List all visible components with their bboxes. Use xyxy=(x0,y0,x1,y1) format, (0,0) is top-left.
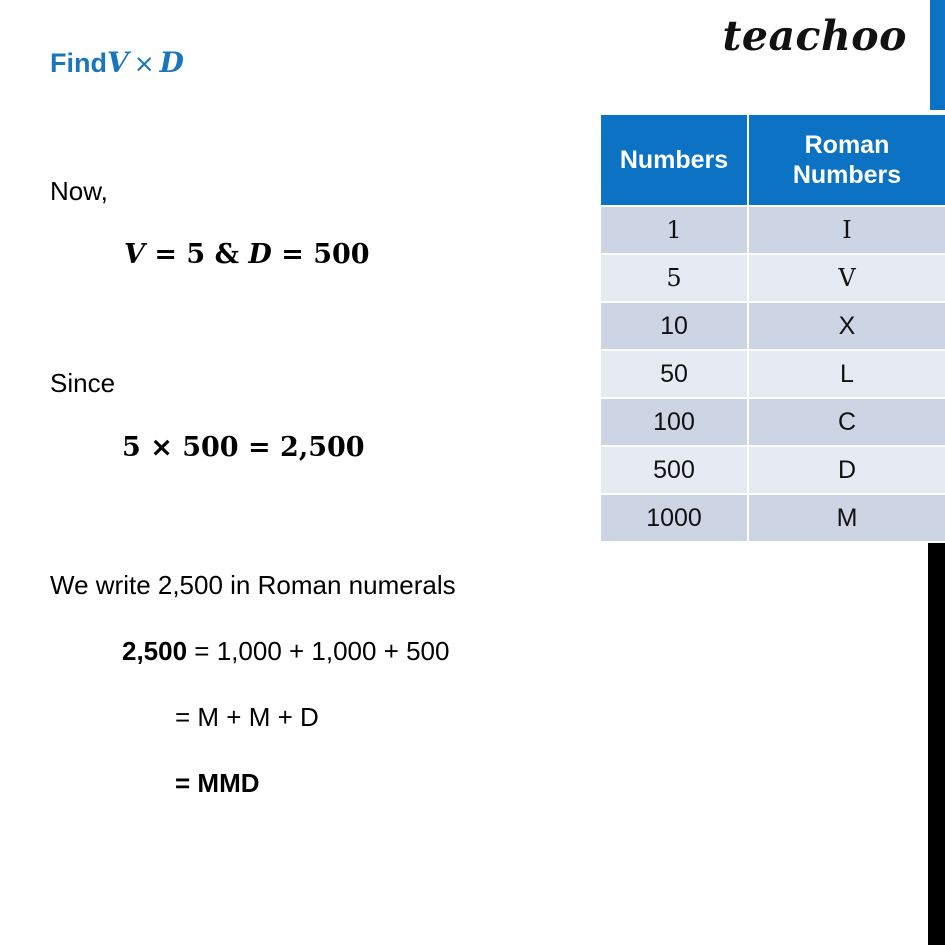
table-row xyxy=(601,255,945,301)
table-row xyxy=(601,447,945,493)
page-title-prefix: Find xyxy=(50,48,107,78)
product-result: 2,500 xyxy=(280,432,365,463)
product-multiplication-icon: × xyxy=(150,432,173,463)
cell-roman: I xyxy=(749,207,945,253)
product-operand-b: 500 xyxy=(182,432,239,463)
cell-number: 100 xyxy=(601,399,747,445)
table-header-row xyxy=(601,115,945,205)
table-header-roman-line1: Roman xyxy=(804,131,890,159)
table-row xyxy=(601,495,945,541)
product-operand-a: 5 xyxy=(122,432,141,463)
expansion-value: 2,500 xyxy=(122,636,188,666)
cell-roman: L xyxy=(749,351,945,397)
eq-var-d: D xyxy=(248,239,272,270)
roman-numeral-table xyxy=(599,113,945,543)
expansion-line xyxy=(122,636,449,667)
cell-roman: M xyxy=(749,495,945,541)
roman-letters-line: = M + M + D xyxy=(175,702,319,732)
table-header-numbers: Numbers xyxy=(601,115,747,205)
table-row xyxy=(601,207,945,253)
equation-given-values xyxy=(124,239,370,270)
cell-number: 5 xyxy=(601,255,747,301)
multiplication-icon: × xyxy=(133,49,155,78)
table-row xyxy=(601,303,945,349)
cell-number: 1000 xyxy=(601,495,747,541)
cell-roman: X xyxy=(749,303,945,349)
we-write-statement: We write 2,500 in Roman numerals xyxy=(50,570,456,600)
cell-number: 500 xyxy=(601,447,747,493)
right-edge-blue-bar xyxy=(930,0,945,110)
final-answer-line: = MMD xyxy=(175,768,260,798)
page-title-var-d: D xyxy=(159,46,184,79)
page-title-var-v: V xyxy=(106,46,129,79)
cell-roman: V xyxy=(749,255,945,301)
eq-equals-1: = xyxy=(144,239,187,270)
now-label: Now, xyxy=(50,176,108,206)
eq-value-5: 5 xyxy=(186,239,206,270)
right-edge-black-bar xyxy=(928,541,945,945)
table-body xyxy=(601,207,945,541)
teachoo-logo: teachoo xyxy=(722,12,907,60)
eq-ampersand: & xyxy=(205,239,249,270)
eq-value-500: 500 xyxy=(313,239,370,270)
table-header-roman-line2: Numbers xyxy=(792,161,902,189)
since-label: Since xyxy=(50,368,116,398)
cell-roman: C xyxy=(749,399,945,445)
equation-product xyxy=(122,432,365,463)
table-header-roman-numbers xyxy=(749,115,945,205)
cell-number: 50 xyxy=(601,351,747,397)
table-row xyxy=(601,351,945,397)
eq-var-v: V xyxy=(124,239,145,270)
cell-roman: D xyxy=(749,447,945,493)
cell-number: 10 xyxy=(601,303,747,349)
table-row xyxy=(601,399,945,445)
page-title xyxy=(50,46,184,79)
expansion-terms: = 1,000 + 1,000 + 500 xyxy=(187,636,450,666)
cell-number: 1 xyxy=(601,207,747,253)
eq-equals-2: = xyxy=(271,239,314,270)
product-equals-icon: = xyxy=(248,432,271,463)
